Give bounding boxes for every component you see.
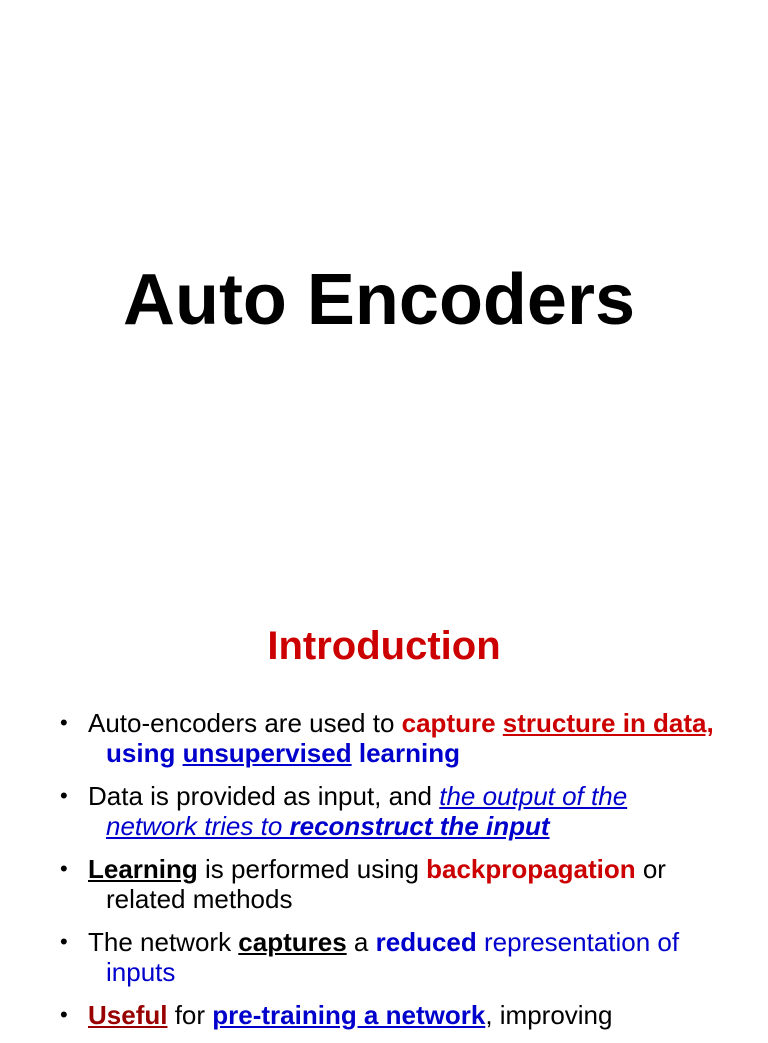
bullet-text: The network xyxy=(88,927,239,957)
bullet-text: or related methods xyxy=(106,854,666,914)
emphasis-text: unsupervised xyxy=(182,738,352,768)
emphasis-text: Learning xyxy=(88,854,198,884)
bullet-item xyxy=(60,708,720,768)
bullet-item xyxy=(60,927,720,987)
emphasis-text: reconstruct the input xyxy=(289,811,550,841)
emphasis-text: structure in data, xyxy=(502,708,714,738)
emphasis-text: capture xyxy=(401,708,496,738)
emphasis-text: backpropagation xyxy=(426,854,636,884)
bullet-text: Auto-encoders are used to xyxy=(88,708,402,738)
bullet-text: a xyxy=(346,927,376,957)
slide-title: Auto Encoders xyxy=(122,260,636,340)
bullet-text: is performed using xyxy=(197,854,427,884)
bullet-item xyxy=(60,781,720,841)
bullet-text: for xyxy=(167,1000,213,1030)
bullet-item xyxy=(60,854,720,914)
emphasis-text: the output of the network tries to xyxy=(106,781,628,841)
emphasis-text: learning xyxy=(351,738,460,768)
slide-heading: Introduction xyxy=(267,624,501,668)
bullet-text: Data is provided as input, and xyxy=(88,781,440,811)
emphasis-text: using xyxy=(106,738,183,768)
bullet-list xyxy=(60,708,720,1043)
emphasis-text: Useful xyxy=(88,1000,168,1030)
emphasis-text: reduced xyxy=(375,927,477,957)
bullet-item xyxy=(60,1000,720,1030)
bullet-text xyxy=(496,708,503,738)
bullet-text: representation of inputs xyxy=(106,927,680,987)
emphasis-text: pre-training a network xyxy=(212,1000,486,1030)
emphasis-text: captures xyxy=(238,927,347,957)
bullet-text: , improving xyxy=(485,1000,613,1030)
